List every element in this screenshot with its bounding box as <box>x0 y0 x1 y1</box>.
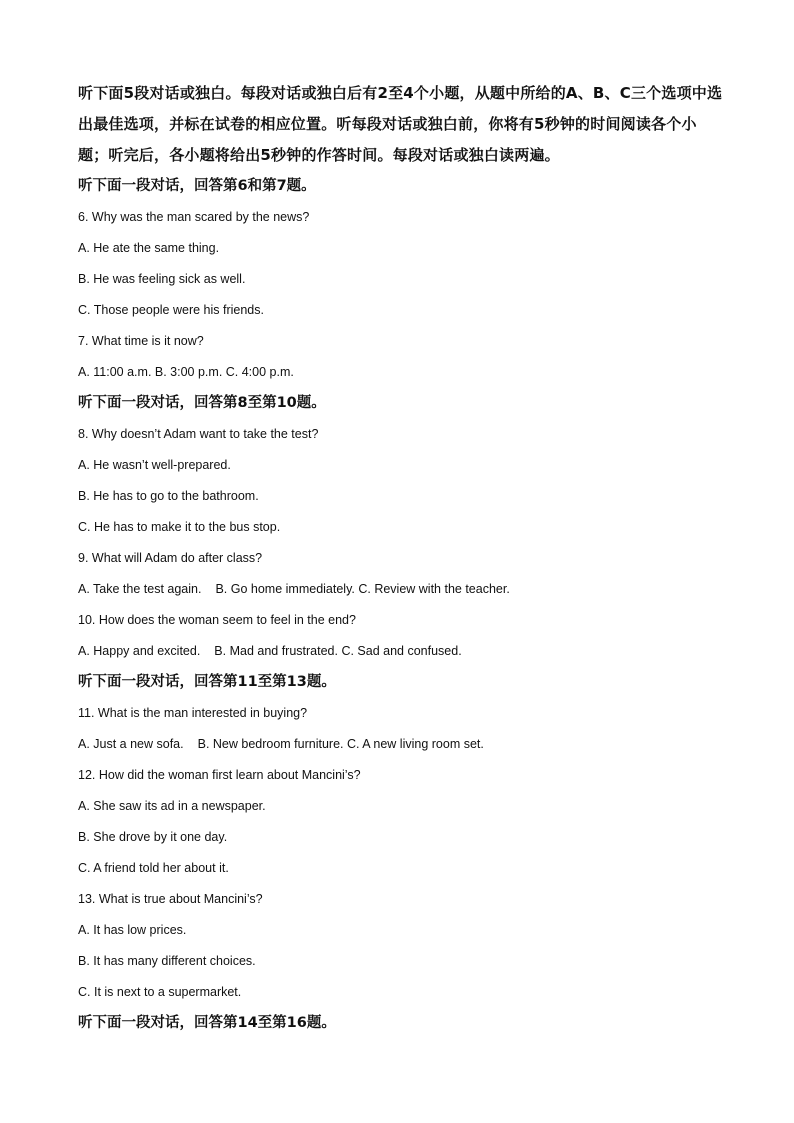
question-text: 11. What is the man interested in buying? <box>78 706 308 720</box>
option-a: A. Just a new sofa. <box>78 737 184 751</box>
questions-flow <box>78 171 726 1039</box>
section-heading: 听下面一段对话，回答第11至第13题。 <box>78 674 336 690</box>
option-c: C. Those people were his friends. <box>78 303 264 317</box>
section-heading: 听下面一段对话，回答第8至第10题。 <box>78 395 326 411</box>
option-b-c: B. Mad and frustrated. C. Sad and confused. <box>214 644 462 658</box>
question-text: 13. What is true about Mancini’s? <box>78 892 263 906</box>
section-instructions: 听下面5段对话或独白。每段对话或独白后有2至4个小题，从题中所给的A、B、C三个选项中选出最佳选项，并标在试卷的相应位置。听每段对话或独白前，你将有5秒钟的时间阅读各个小题；听完后，各小题将给出5秒钟的作答时间。每段对话或独白读两遍。 <box>78 84 723 164</box>
option-c: C. It is next to a supermarket. <box>78 985 242 999</box>
options-inline: A. 11:00 a.m. B. 3:00 p.m. C. 4:00 p.m. <box>78 365 294 379</box>
option-b: B. He was feeling sick as well. <box>78 272 246 286</box>
option-a: A. He ate the same thing. <box>78 241 220 255</box>
option-c: C. A friend told her about it. <box>78 861 229 875</box>
section-heading: 听下面一段对话，回答第14至第16题。 <box>78 1015 336 1031</box>
option-b-c: B. New bedroom furniture. C. A new living room set. <box>197 737 484 751</box>
option-a: A. Take the test again. <box>78 582 202 596</box>
question-text: 12. How did the woman first learn about Mancini’s? <box>78 768 361 782</box>
options-inline <box>78 574 726 605</box>
option-b: B. She drove by it one day. <box>78 830 228 844</box>
question-text: 6. Why was the man scared by the news? <box>78 210 310 224</box>
option-b: B. It has many different choices. <box>78 954 256 968</box>
section-heading: 听下面一段对话，回答第6和第7题。 <box>78 178 316 194</box>
option-a: A. She saw its ad in a newspaper. <box>78 799 266 813</box>
option-a: A. Happy and excited. <box>78 644 201 658</box>
option-b: B. He has to go to the bathroom. <box>78 489 259 503</box>
question-text: 8. Why doesn’t Adam want to take the test? <box>78 427 319 441</box>
option-a: A. He wasn’t well-prepared. <box>78 458 231 472</box>
question-text: 10. How does the woman seem to feel in the end? <box>78 613 356 627</box>
option-c: C. He has to make it to the bus stop. <box>78 520 281 534</box>
question-text: 7. What time is it now? <box>78 334 204 348</box>
option-b-c: B. Go home immediately. C. Review with the teacher. <box>215 582 510 596</box>
option-a: A. It has low prices. <box>78 923 187 937</box>
options-inline <box>78 636 726 667</box>
options-inline <box>78 729 726 760</box>
question-text: 9. What will Adam do after class? <box>78 551 263 565</box>
